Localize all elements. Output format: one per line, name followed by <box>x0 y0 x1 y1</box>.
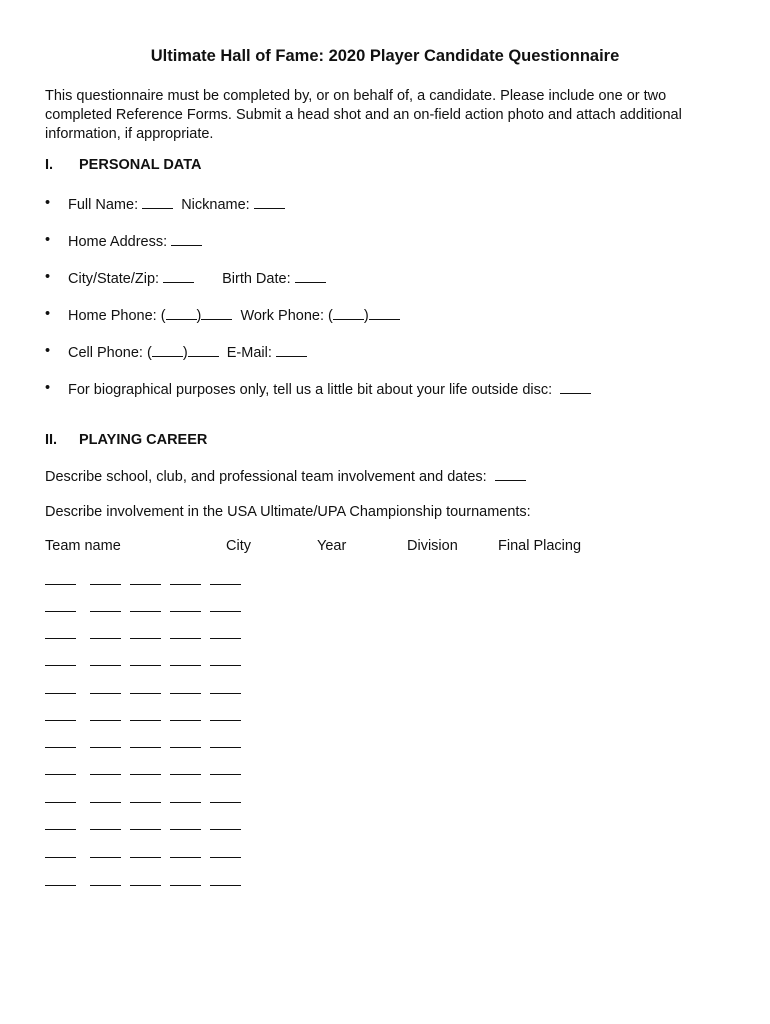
final-placing-blank[interactable] <box>210 762 241 775</box>
division-blank[interactable] <box>170 873 201 886</box>
table-row <box>45 790 245 804</box>
city-blank[interactable] <box>90 626 121 639</box>
year-blank[interactable] <box>130 817 161 830</box>
table-row <box>45 762 245 776</box>
table-row <box>45 572 245 586</box>
involvement-field[interactable] <box>495 467 526 481</box>
full-name-label: Full Name: <box>68 197 143 213</box>
paren-close: ) <box>196 308 202 324</box>
table-row <box>45 845 245 859</box>
final-placing-blank[interactable] <box>210 735 241 748</box>
bullet-icon: • <box>45 380 51 396</box>
birth-date-label: Birth Date: <box>222 271 295 287</box>
cell-phone-field[interactable] <box>188 343 219 357</box>
home-address-label: Home Address: <box>68 234 172 250</box>
final-placing-blank[interactable] <box>210 599 241 612</box>
city-blank[interactable] <box>90 599 121 612</box>
division-blank[interactable] <box>170 708 201 721</box>
championships-line: Describe involvement in the USA Ultimate/UPA Championship tournaments: <box>45 504 531 520</box>
team-name-blank[interactable] <box>45 817 76 830</box>
year-blank[interactable] <box>130 626 161 639</box>
city-blank[interactable] <box>90 817 121 830</box>
team-name-blank[interactable] <box>45 626 76 639</box>
division-blank[interactable] <box>170 626 201 639</box>
table-header <box>45 538 725 558</box>
final-placing-blank[interactable] <box>210 845 241 858</box>
year-blank[interactable] <box>130 845 161 858</box>
team-name-blank[interactable] <box>45 845 76 858</box>
division-blank[interactable] <box>170 817 201 830</box>
home-address-field[interactable] <box>171 232 202 246</box>
table-row <box>45 708 245 722</box>
division-blank[interactable] <box>170 762 201 775</box>
table-row <box>45 681 245 695</box>
work-phone-field[interactable] <box>369 306 400 320</box>
division-blank[interactable] <box>170 790 201 803</box>
cell-phone-label: Cell Phone: ( <box>68 345 152 361</box>
table-row <box>45 599 245 613</box>
city-blank[interactable] <box>90 653 121 666</box>
table-row <box>45 817 245 831</box>
section-heading: PERSONAL DATA <box>79 157 202 173</box>
involvement-line <box>45 467 526 485</box>
page-title: Ultimate Hall of Fame: 2020 Player Candidate Questionnaire <box>150 47 620 65</box>
city-blank[interactable] <box>90 572 121 585</box>
team-name-blank[interactable] <box>45 790 76 803</box>
work-phone-label: Work Phone: ( <box>240 308 333 324</box>
home-phone-area-field[interactable] <box>166 306 197 320</box>
year-blank[interactable] <box>130 762 161 775</box>
year-blank[interactable] <box>130 735 161 748</box>
column-header-team: Team name <box>45 538 121 554</box>
column-header-year: Year <box>317 538 347 554</box>
year-blank[interactable] <box>130 653 161 666</box>
email-field[interactable] <box>276 343 307 357</box>
column-header-division: Division <box>407 538 458 554</box>
final-placing-blank[interactable] <box>210 817 241 830</box>
paren-close: ) <box>363 308 369 324</box>
final-placing-blank[interactable] <box>210 681 241 694</box>
city-blank[interactable] <box>90 873 121 886</box>
final-placing-blank[interactable] <box>210 653 241 666</box>
team-name-blank[interactable] <box>45 681 76 694</box>
birth-date-field[interactable] <box>295 269 326 283</box>
section-playing-career <box>45 432 207 448</box>
final-placing-blank[interactable] <box>210 790 241 803</box>
year-blank[interactable] <box>130 599 161 612</box>
division-blank[interactable] <box>170 572 201 585</box>
team-name-blank[interactable] <box>45 708 76 721</box>
team-name-blank[interactable] <box>45 873 76 886</box>
section-personal-data <box>45 157 201 173</box>
full-name-field[interactable] <box>142 195 173 209</box>
table-row <box>45 653 245 667</box>
city-blank[interactable] <box>90 845 121 858</box>
bullet-icon: • <box>45 269 51 285</box>
city-blank[interactable] <box>90 762 121 775</box>
team-name-blank[interactable] <box>45 735 76 748</box>
team-name-blank[interactable] <box>45 599 76 612</box>
team-name-blank[interactable] <box>45 572 76 585</box>
nickname-field[interactable] <box>254 195 285 209</box>
city-blank[interactable] <box>90 790 121 803</box>
cell-phone-area-field[interactable] <box>152 343 183 357</box>
city-blank[interactable] <box>90 735 121 748</box>
bio-label: For biographical purposes only, tell us a little bit about your life outside disc: <box>68 382 557 398</box>
section-number: I. <box>45 157 54 173</box>
table-row <box>45 873 245 887</box>
paren-close: ) <box>182 345 188 361</box>
nickname-label: Nickname: <box>181 197 254 213</box>
division-blank[interactable] <box>170 653 201 666</box>
city-blank[interactable] <box>90 708 121 721</box>
year-blank[interactable] <box>130 790 161 803</box>
section-number: II. <box>45 432 58 448</box>
year-blank[interactable] <box>130 873 161 886</box>
year-blank[interactable] <box>130 708 161 721</box>
city-blank[interactable] <box>90 681 121 694</box>
involvement-label: Describe school, club, and professional team involvement and dates: <box>45 469 491 485</box>
year-blank[interactable] <box>130 572 161 585</box>
team-name-blank[interactable] <box>45 762 76 775</box>
section-heading: PLAYING CAREER <box>79 432 208 448</box>
final-placing-blank[interactable] <box>210 708 241 721</box>
column-header-final-placing: Final Placing <box>498 538 582 554</box>
division-blank[interactable] <box>170 845 201 858</box>
email-label: E-Mail: <box>226 345 276 361</box>
division-blank[interactable] <box>170 735 201 748</box>
home-phone-label: Home Phone: ( <box>68 308 166 324</box>
work-phone-area-field[interactable] <box>333 306 364 320</box>
year-blank[interactable] <box>130 681 161 694</box>
city-state-zip-label: City/State/Zip: <box>68 271 164 287</box>
team-name-blank[interactable] <box>45 653 76 666</box>
column-header-city: City <box>226 538 251 554</box>
bullet-icon: • <box>45 343 51 359</box>
final-placing-blank[interactable] <box>210 572 241 585</box>
city-state-zip-field[interactable] <box>163 269 194 283</box>
intro-paragraph: This questionnaire must be completed by, or on behalf of, a candidate. Please include one or two completed Reference Forms. Submit a head shot and an on-field action photo and attach additional information, if appropriate. <box>45 88 682 142</box>
division-blank[interactable] <box>170 681 201 694</box>
final-placing-blank[interactable] <box>210 873 241 886</box>
table-row <box>45 735 245 749</box>
home-phone-field[interactable] <box>201 306 232 320</box>
division-blank[interactable] <box>170 599 201 612</box>
bio-field[interactable] <box>560 380 591 394</box>
final-placing-blank[interactable] <box>210 626 241 639</box>
bullet-icon: • <box>45 195 51 211</box>
table-row <box>45 626 245 640</box>
bullet-icon: • <box>45 306 51 322</box>
bullet-icon: • <box>45 232 51 248</box>
